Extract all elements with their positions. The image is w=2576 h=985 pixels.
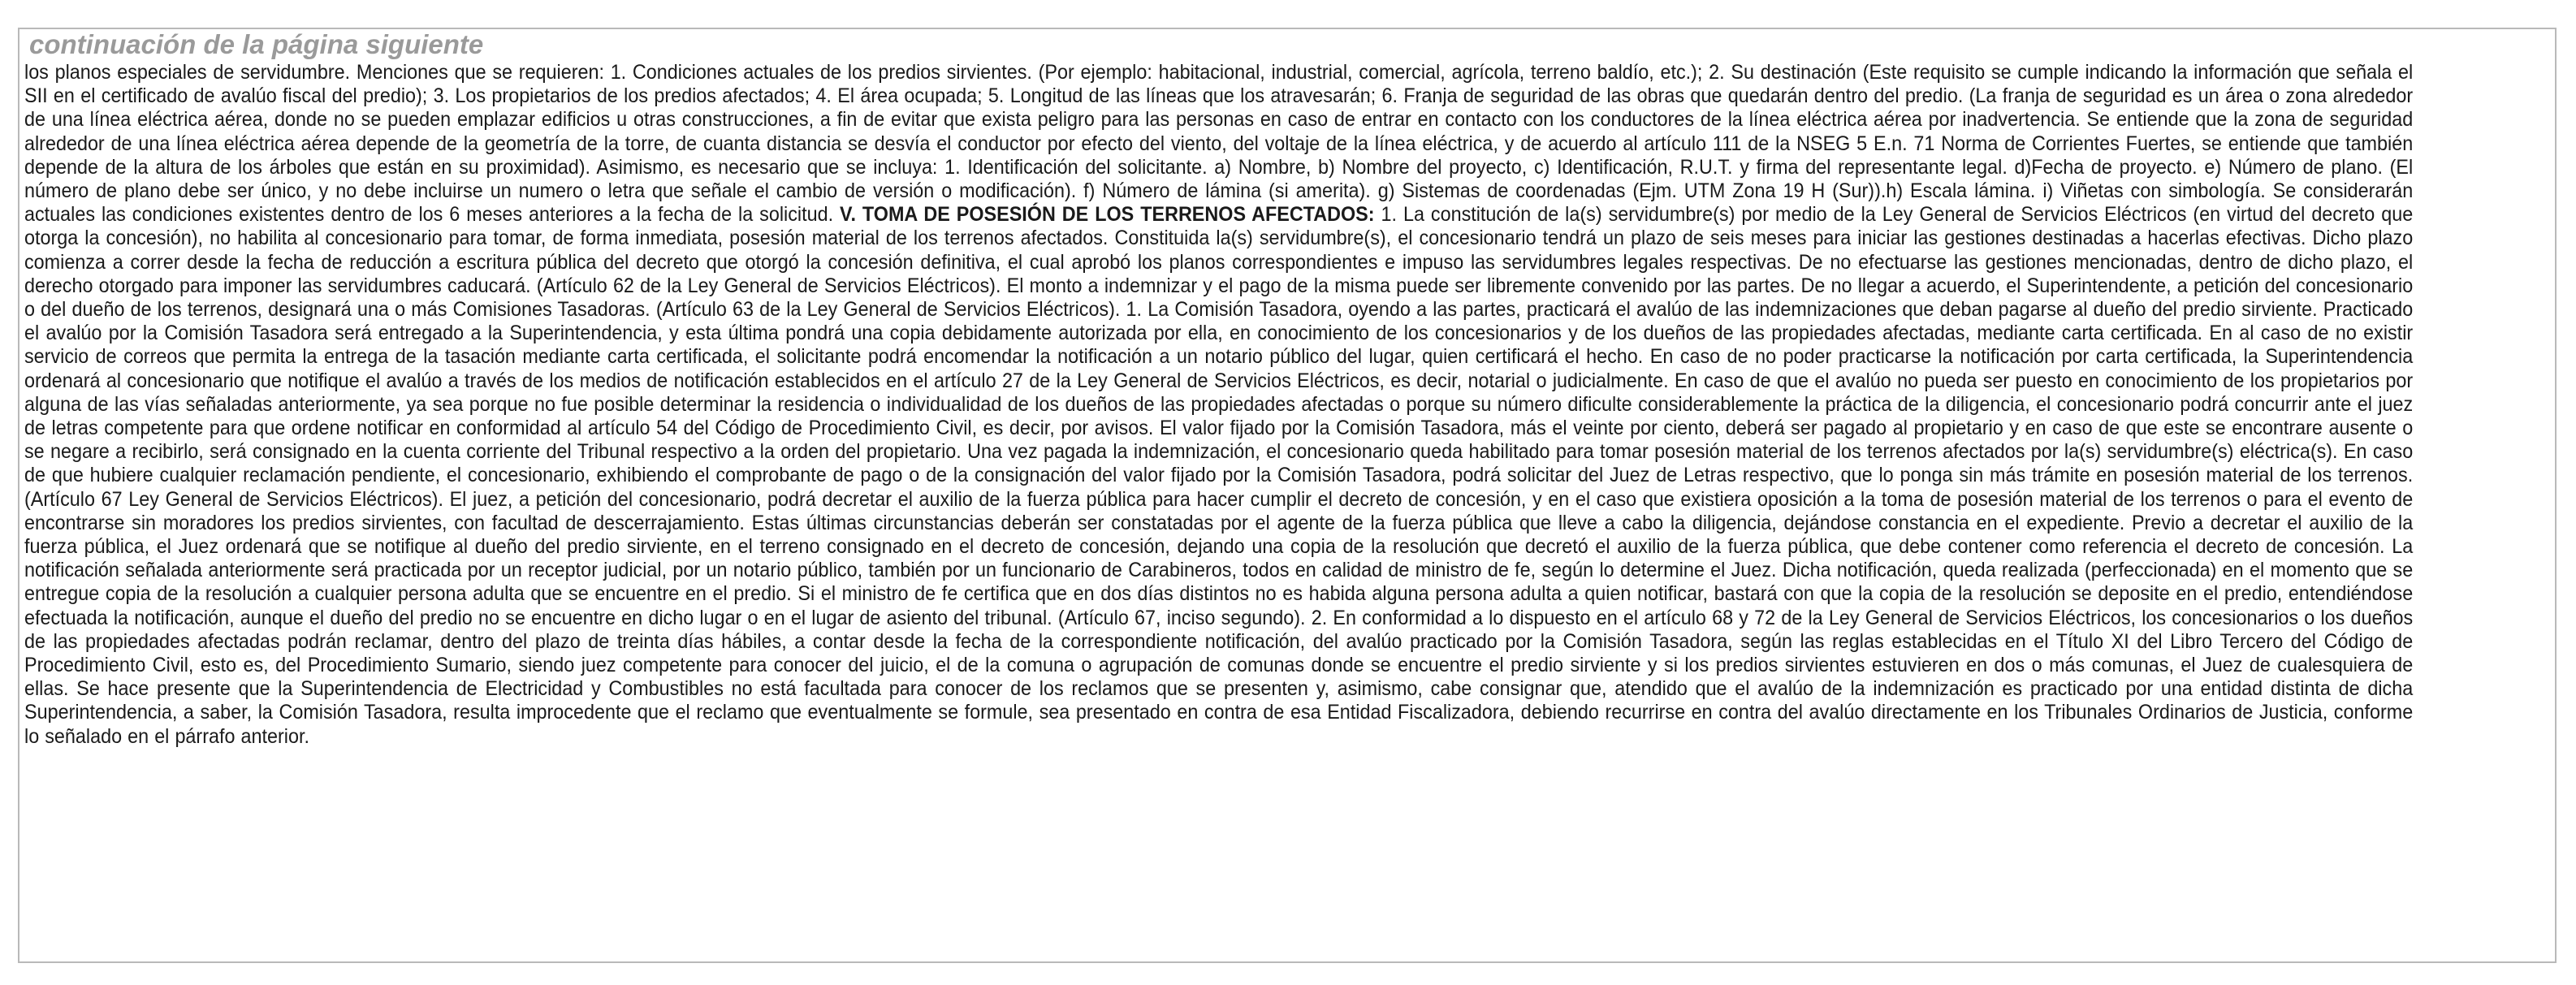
body-text-part-2: 1. La constitución de la(s) servidumbre(s) por medio de la Ley General de Servicios Eléctricos (en virtud del decreto que otorga la concesión), no habilita al concesionario para tomar, de forma inmediata, posesión material de los terrenos afectados. Constituida la(s) servidumbre(s), el concesionario tendrá un plazo de seis meses para iniciar las gestiones destinadas a hacerlas efectivas. Dicho plazo comienza a correr desde la fecha de reducción a escritura pública del decreto que otorgó la concesión definitiva, el cual aprobó los planos correspondientes e impuso las servidumbres legales respectivas. De no efectuarse las gestiones mencionadas, dentro de dicho plazo, el derecho otorgado para imponer las servidumbres caducará. (Artículo 62 de la Ley General de Servicios Eléctricos). El monto a indemnizar y el pago de la misma puede ser libremente convenido por las partes. De no llegar a acuerdo, el Superintendente, a petición del concesionario o del dueño de los terrenos, designará una o más Comisiones Tasadoras. (Artículo 63 de la Ley General de Servicios Eléctricos). 1. La Comisión Tasadora, oyendo a las partes, practicará el avalúo de las indemnizaciones que deban pagarse al dueño del predio sirviente. Practicado el avalúo por la Comisión Tasadora será entregado a la Superintendencia, y esta última pondrá una copia debidamente autorizada por ella, en conocimiento de los concesionarios y de los dueños de las propiedades afectadas, mediante carta certificada. En al caso de no existir servicio de correos que permita la entrega de la tasación mediante carta certificada, el solicitante podrá encomendar la notificación a un notario público del lugar, quien certificará el hecho. En caso de no poder practicarse la notificación por carta certificada, la Superintendencia ordenará al concesionario que notifique el avalúo a través de los medios de notificación establecidos en el artículo 27 de la Ley General de Servicios Eléctricos, es decir, notarial o judicialmente. En caso de que el avalúo no pueda ser puesto en conocimiento de los propietarios por alguna de las vías señaladas anteriormente, ya sea porque no fue posible determinar la residencia o individualidad de los dueños de las propiedades afectadas o porque su número dificulte considerablemente la práctica de la diligencia, el concesionario podrá concurrir ante el juez de letras competente para que ordene notificar en conformidad al artículo 54 del Código de Procedimiento Civil, es decir, por avisos. El valor fijado por la Comisión Tasadora, más el veinte por ciento, deberá ser pagado al propietario y en caso de que este se encontrare ausente o se negare a recibirlo, será consignado en la cuenta corriente del Tribunal respectivo a la orden del propietario. Una vez pagada la indemnización, el concesionario queda habilitado para tomar posesión material de los terrenos afectados por la(s) servidumbre(s) eléctrica(s). En caso de que hubiere cualquier reclamación pendiente, el concesionario, exhibiendo el comprobante de pago o de la consignación del valor fijado por la Comisión Tasadora, podrá solicitar del Juez de Letras respectivo, que lo ponga sin más trámite en posesión material de los terrenos. (Artículo 67 Ley General de Servicios Eléctricos). El juez, a petición del concesionario, podrá decretar el auxilio de la fuerza pública para hacer cumplir el decreto de concesión, y en el caso que existiera oposición a la toma de posesión material de los terrenos o para el evento de encontrarse sin moradores los predios sirvientes, con facultad de descerrajamiento. Estas últimas circunstancias deberán ser constatadas por el agente de la fuerza pública que lleve a cabo la diligencia, dejándose constancia en el expediente. Previo a decretar el auxilio de la fuerza pública, el Juez ordenará que se notifique al dueño del predio sirviente, en el terreno consignado en el decreto de concesión, dejando una copia de la resolución que decretó el auxilio de la fuerza pública, que debe contener como referencia el decreto de concesión. La notificación señalada anteriormente será practicada por un receptor judicial, por un notario público, también por un funcionario de Carabineros, todos en calidad de ministro de fe, según lo determine el Juez. Dicha notificación, queda realizada (perfeccionada) en el momento que se entregue copia de la resolución a cualquier persona adulta que se encuentre en el predio. Si el ministro de fe certifica que en dos días distintos no es habida alguna persona adulta a quien notificar, bastará con que la copia de la resolución se deposite en el predio, entendiéndose efectuada la notificación, aunque el dueño del predio no se encuentre en dicho lugar o en el lugar de asiento del tribunal. (Artículo 67, inciso segundo). 2. En conformidad a lo dispuesto en el artículo 68 y 72 de la Ley General de Servicios Eléctricos, los concesionarios o los dueños de las propiedades afectadas podrán reclamar, dentro del plazo de treinta días hábiles, a contar desde la fecha de la correspondiente notificación, del avalúo practicado por la Comisión Tasadora, según las reglas establecidas en el Título XI del Libro Tercero del Código de Procedimiento Civil, esto es, del Procedimiento Sumario, siendo juez competente para conocer del juicio, el de la comuna o agrupación de comunas donde se encuentre el predio sirviente y si los predios sirvientes estuvieren en dos o más comunas, el Juez de cualesquiera de ellas. Se hace presente que la Superintendencia de Electricidad y Combustibles no está facultada para conocer de los reclamos que se presenten y, asimismo, cabe consignar que, atendido que el avalúo de la indemnización es practicado por una entidad distinta de dicha Superintendencia, a saber, la Comisión Tasadora, resulta improcedente que el reclamo que eventualmente se formule, sea presentado en contra de esa Entidad Fiscalizadora, debiendo recurrirse en contra del avalúo directamente en los Tribunales Ordinarios de Justicia, conforme lo señalado en el párrafo anterior. (24, 204, 2414, 748)
continuation-heading: continuación de la página siguiente (29, 29, 484, 59)
notice-body (24, 61, 2413, 749)
body-text-part-1: los planos especiales de servidumbre. Menciones que se requieren: 1. Condiciones actuales de los predios sirvientes. (Por ejemplo: habitacional, industrial, comercial, agrícola, terreno baldío, etc.); 2. Su destinación (Este requisito se cumple indicando la información que señala el SII en el certificado de avalúo fiscal del predio); 3. Los propietarios de los predios afectados; 4. El área ocupada; 5. Longitud de las líneas que los atravesarán; 6. Franja de seguridad de las obras que quedarán dentro del predio. (La franja de seguridad es un área o zona alrededor de una línea eléctrica aérea, donde no se pueden emplazar edificios u otras construcciones, a fin de evitar que exista peligro para las personas en caso de entrar en contacto con los conductores de la línea eléctrica aérea por inadvertencia. Se entiende que la zona de seguridad alrededor de una línea eléctrica aérea depende de la geometría de la torre, de cuanta distancia se desvía el conductor por efecto del viento, del voltaje de la línea eléctrica, y de acuerdo al artículo 111 de la NSEG 5 E.n. 71 Norma de Corrientes Fuertes, se entiende que también depende de la altura de los árboles que están en su proximidad). Asimismo, es necesario que se incluya: 1. Identificación del solicitante. a) Nombre, b) Nombre del proyecto, c) Identificación, R.U.T. y firma del representante legal. d)Fecha de proyecto. e) Número de plano. (El número de plano debe ser único, y no debe incluirse un numero o letra que señale el cambio de versión o modificación). f) Número de lámina (si amerita). g) Sistemas de coordenadas (Ejm. UTM Zona 19 H (Sur)).h) Escala lámina. i) Viñetas con simbología. Se considerarán actuales las condiciones existentes dentro de los 6 meses anteriores a la fecha de la solicitud. (24, 62, 2414, 227)
section-title-v: V. TOMA DE POSESIÓN DE LOS TERRENOS AFECTADOS: (840, 204, 1381, 227)
